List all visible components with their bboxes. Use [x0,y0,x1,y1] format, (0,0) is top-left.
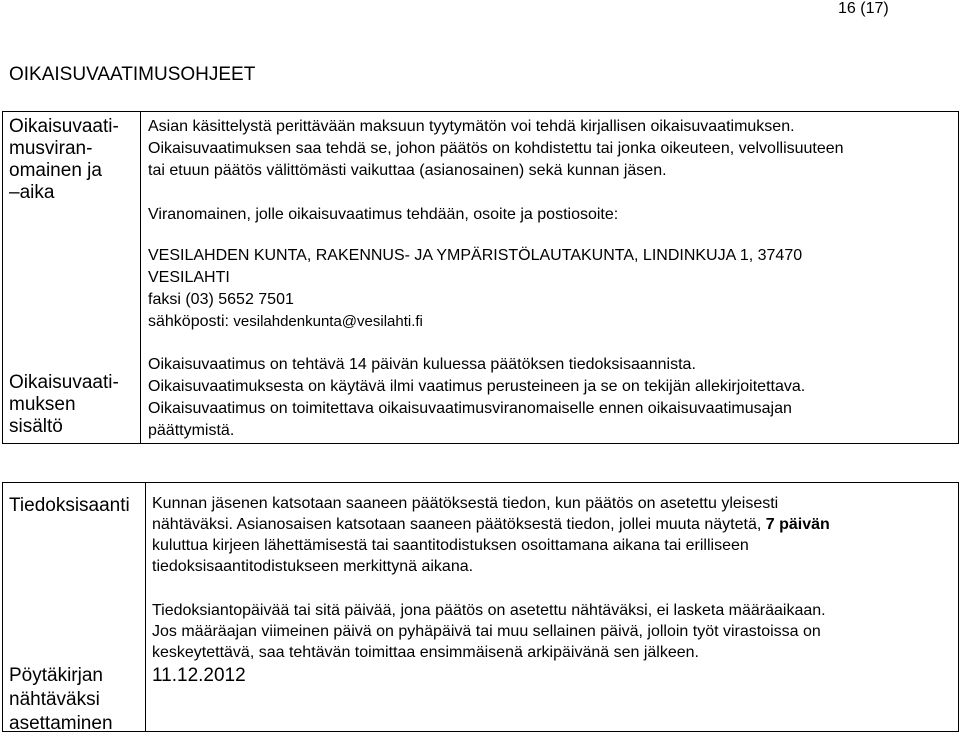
deadline-text: Tiedoksiantopäivää tai sitä päivää, jona päätös on asetettu nähtäväksi, ei lasketa määräaikaan. Jos määräajan viimeinen päivä on pyhäpäivä tai muu sellainen päivä, jolloin työt virastoissa on keskeytettävä, saa tehtävän toimittaa ensimmäisenä arkipäivänä sen jälkeen. [152,602,826,661]
label-appeal-content: Oikaisuvaati- muksen sisältö [9,372,119,437]
authority-intro: Viranomainen, jolle oikaisuvaatimus tehdään, osoite ja postiosoite: [148,206,619,223]
page-title: OIKAISUVAATIMUSOHJEET [9,64,256,85]
notice-table-divider [145,482,146,732]
page-number: 16 (17) [838,0,889,17]
notification-text: Kunnan jäsenen katsotaan saaneen päätöksestä tiedon, kun päätös on asetettu yleisesti nähtäväksi. Asianosaisen katsotaan saaneen päätöksestä tiedon, jollei muuta näytetä, 7 päivän kuluttua kirjeen lähettämisestä tai saantitodistuksen osoittamana aikana tai erilliseen tiedoksisaantitodistukseen merkittynä aikana. [152,495,830,575]
label-appeal-authority: Oikaisuvaati- musviran- omainen ja –aika [9,116,119,203]
email-label: sähköposti: [148,313,234,330]
seven-days-bold: 7 päivän [765,516,830,533]
authority-address: VESILAHDEN KUNTA, RAKENNUS- JA YMPÄRISTÖLAUTAKUNTA, LINDINKUJA 1, 37470 VESILAHTI faksi (03) 5652 7501 sähköposti: vesilahdenkunta@vesilahti.fi [148,247,803,330]
email-value: vesilahdenkunta@vesilahti.fi [233,313,423,330]
appeal-right-text: Asian käsittelystä perittävään maksuun tyytymätön voi tehdä kirjallisen oikaisuvaatimuksen. Oikaisuvaatimuksen saa tehdä se, johon päätös on kohdistettu tai jonka oikeuteen, velvollisuuteen tai etuun päätös välittömästi vaikuttaa (asianosainen) sekä kunnan jäsen. [148,118,844,179]
protocol-date: 11.12.2012 [152,665,246,686]
label-protocol-display: Pöytäkirjan nähtäväksi asettaminen [9,665,113,734]
appeal-content-text: Oikaisuvaatimus on tehtävä 14 päivän kuluessa päätöksen tiedoksisaannista. Oikaisuvaatimuksesta on käytävä ilmi vaatimus perusteineen ja se on tekijän allekirjoitettava. Oikaisuvaatimus on toimitettava oikaisuvaatimusviranomaiselle ennen oikaisuvaatimusajan päättymistä. [148,356,806,439]
label-notification: Tiedoksisaanti [9,495,130,516]
appeal-table-divider [140,111,141,444]
